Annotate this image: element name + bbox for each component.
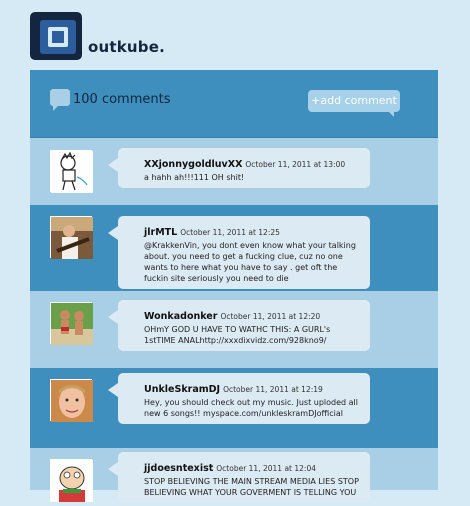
comment-date: October 11, 2011 at 12:04 — [216, 464, 316, 473]
comment-username[interactable]: jjdoesntexist — [144, 463, 214, 474]
comments-count: 100 comments — [73, 92, 171, 107]
comment-username[interactable]: jlrMTL — [144, 227, 178, 238]
comment-row — [30, 448, 438, 497]
comment-text: OHmY GOD U HAVE TO WATHC THIS: A GURL's 1stTIME ANALhttp://xxxdixvidz.com/928kno9/ — [144, 325, 331, 345]
comment-row — [30, 368, 438, 448]
face-avatar[interactable] — [50, 379, 92, 421]
comment-username[interactable]: Wonkadonker — [144, 311, 218, 322]
calvin-avatar-icon — [51, 151, 93, 193]
outkube-logo-icon[interactable] — [30, 12, 85, 60]
comment-date: October 11, 2011 at 12:25 — [180, 228, 280, 237]
comment-row — [30, 205, 438, 291]
comment-username[interactable]: XXjonnygoldluvXX — [144, 159, 243, 170]
comment-row — [30, 291, 438, 368]
cartoon-avatar[interactable] — [50, 459, 92, 501]
comment-date: October 11, 2011 at 13:00 — [245, 160, 346, 169]
calvin-avatar[interactable] — [50, 150, 92, 192]
beach-avatar-icon — [51, 303, 93, 345]
guitarist-avatar-icon — [51, 217, 93, 259]
comment-bubble — [118, 216, 370, 289]
comment-date: October 11, 2011 at 12:19 — [223, 385, 323, 394]
comment-bubble — [118, 452, 370, 503]
brand-name[interactable]: outkube. — [88, 38, 166, 56]
comment-text: a hahh ah!!!111 OH shit! — [144, 173, 245, 182]
guitarist-avatar[interactable] — [50, 216, 92, 258]
face-avatar-icon — [51, 380, 93, 422]
comment-bubble — [118, 373, 370, 424]
cartoon-avatar-icon — [51, 460, 93, 502]
comment-text: STOP BELIEVING THE MAIN STREAM MEDIA LIES STOP BELIEVING WHAT YOUR GOVERMENT IS TELLING YOU — [144, 477, 359, 497]
comment-date: October 11, 2011 at 12:20 — [220, 312, 321, 321]
comments-panel — [30, 70, 438, 497]
add-comment-button[interactable]: +add comment — [308, 90, 400, 112]
comment-username[interactable]: UnkleSkramDJ — [144, 384, 221, 395]
comment-bubble — [118, 300, 370, 351]
comment-bubble — [118, 148, 370, 188]
comments-header — [30, 70, 438, 138]
comment-row — [30, 138, 438, 205]
comment-text: @KrakkenVin, you dont even know what your talking about. you need to get a fucking clue, cuz no one wants to here what you have to say . get oft the fuckin site seriously you need to die — [144, 241, 356, 283]
comment-text: Hey, you should check out my music. Just uploded all new 6 songs!! myspace.com/unkleskramDJofficial — [144, 398, 358, 418]
speech-bubble-icon — [50, 89, 70, 111]
beach-avatar[interactable] — [50, 302, 92, 344]
